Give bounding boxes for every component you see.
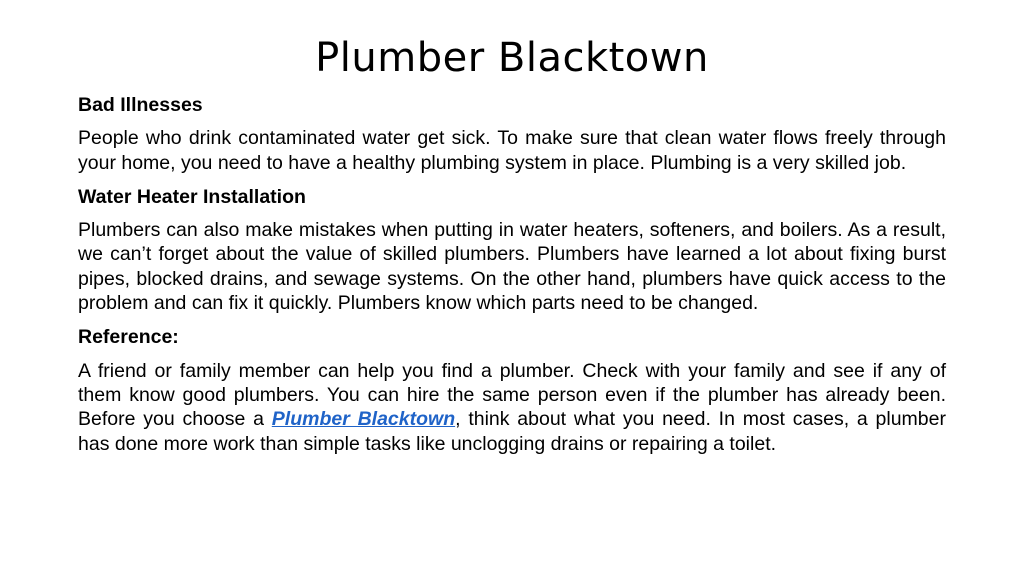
content-body <box>78 93 946 466</box>
section-paragraph-reference <box>78 359 946 456</box>
reference-text-after-link: , think about what you need. In most cases, a plumber has done more work than simple tasks like unclogging drains or repairing a toilet. <box>78 408 946 455</box>
reference-text-before-link: A friend or family member can help you find a plumber. Check with your family and see if any of them know good plumbers. You can hire the same person even if the plumber has already been. Before you choose a <box>78 359 946 431</box>
plumber-blacktown-link[interactable]: Plumber Blacktown <box>271 408 456 431</box>
section-heading-water-heater: Water Heater Installation <box>78 185 306 208</box>
section-paragraph-bad-illnesses: People who drink contaminated water get sick. To make sure that clean water flows freely through your home, you need to have a healthy plumbing system in place. Plumbing is a very skilled job. <box>78 127 946 174</box>
section-heading-reference: Reference: <box>78 326 179 349</box>
section-heading-bad-illnesses: Bad Illnesses <box>78 94 203 116</box>
section-paragraph-water-heater: Plumbers can also make mistakes when putting in water heaters, softeners, and boilers. As a result, we can’t forget about the value of skilled plumbers. Plumbers have learned a lot about fixing burst pipes, blocked drains, and sewage systems. On the other hand, plumbers have quick access to the problem and can fix it quickly. Plumbers know which parts need to be changed. <box>78 219 946 315</box>
page-title: Plumber Blacktown <box>315 35 709 81</box>
